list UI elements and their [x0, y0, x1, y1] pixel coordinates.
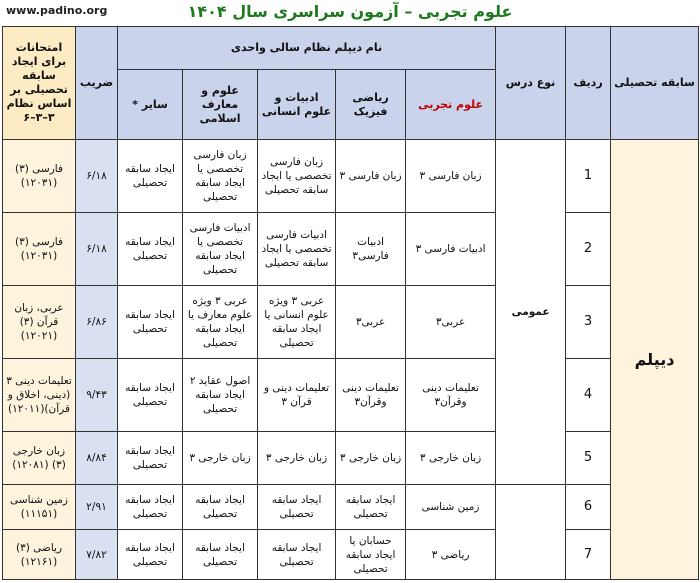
row-number: 7: [566, 530, 611, 580]
row-number: 5: [566, 432, 611, 485]
cell-other: ایجاد سابقه تحصیلی: [118, 140, 183, 213]
header-islamic: علوم و معارف اسلامی: [183, 70, 258, 140]
history-cell: دیپلم: [611, 140, 699, 580]
cell-islamic: زبان فارسی تخصصی یا ایجاد سابقه تحصیلی: [183, 140, 258, 213]
cell-exp: زبان فارسی ۳: [406, 140, 496, 213]
cell-islamic: زبان خارجی ۳: [183, 432, 258, 485]
header-lesson-type: نوع درس: [496, 27, 566, 140]
subjects-table: [2, 26, 699, 580]
cell-human: زبان فارسی تخصصی یا ایجاد سابقه تحصیلی: [258, 140, 336, 213]
cell-exam: تعلیمات دینی ۳ (دینی، اخلاق و قرآن)(۱۲۰۱۱): [3, 359, 76, 432]
row-number: 1: [566, 140, 611, 213]
cell-exp: زمین شناسی: [406, 485, 496, 530]
header-other: سایر *: [118, 70, 183, 140]
cell-human: عربی ۳ ویژه علوم انسانی یا ایجاد سابقه تحصیلی: [258, 286, 336, 359]
cell-exam: عربی، زبان قرآن (۳) (۱۲۰۲۱): [3, 286, 76, 359]
cell-exam: فارسی (۳) (۱۲۰۳۱): [3, 140, 76, 213]
header-math: ریاضی فیزیک: [336, 70, 406, 140]
table-row: [3, 286, 699, 359]
cell-islamic: ایجاد سابقه تحصیلی: [183, 485, 258, 530]
cell-human: زبان خارجی ۳: [258, 432, 336, 485]
cell-human: ادبیات فارسی تخصصی یا ایجاد سابقه تحصیلی: [258, 213, 336, 286]
cell-math: تعلیمات دینی وقرآن۳: [336, 359, 406, 432]
cell-human: ایجاد سابقه تحصیلی: [258, 485, 336, 530]
lesson-type-cell: عمومی: [496, 140, 566, 485]
cell-coef: ۶/۱۸: [76, 140, 118, 213]
cell-coef: ۸/۸۴: [76, 432, 118, 485]
cell-other: ایجاد سابقه تحصیلی: [118, 530, 183, 580]
cell-coef: ۹/۴۳: [76, 359, 118, 432]
cell-islamic: اصول عقاید ۲ ایجاد سابقه تحصیلی: [183, 359, 258, 432]
table-row: [3, 530, 699, 580]
cell-math: زبان فارسی ۳: [336, 140, 406, 213]
header-history: سابقه تحصیلی: [611, 27, 699, 140]
cell-other: ایجاد سابقه تحصیلی: [118, 286, 183, 359]
cell-exp: زبان خارجی ۳: [406, 432, 496, 485]
row-number: 4: [566, 359, 611, 432]
cell-math: عربی۳: [336, 286, 406, 359]
row-number: 2: [566, 213, 611, 286]
table-row: [3, 485, 699, 530]
cell-other: ایجاد سابقه تحصیلی: [118, 359, 183, 432]
cell-math: ادبیات فارسی۳: [336, 213, 406, 286]
cell-exam: زمین شناسی (۱۱۱۵۱): [3, 485, 76, 530]
cell-coef: ۲/۹۱: [76, 485, 118, 530]
cell-math: حسابان یا ایجاد سابقه تحصیلی: [336, 530, 406, 580]
site-url: www.padino.org: [6, 4, 108, 17]
cell-coef: ۶/۸۶: [76, 286, 118, 359]
header-diploma: نام دیپلم نظام سالی واحدی: [118, 27, 496, 70]
cell-human: تعلیمات دینی و قرآن ۳: [258, 359, 336, 432]
cell-islamic: ادبیات فارسی تخصصی یا ایجاد سابقه تحصیلی: [183, 213, 258, 286]
cell-human: ایجاد سابقه تحصیلی: [258, 530, 336, 580]
page-title: علوم تجربی – آزمون سراسری سال ۱۴۰۴: [187, 2, 513, 21]
table-row: [3, 140, 699, 213]
cell-coef: ۷/۸۲: [76, 530, 118, 580]
cell-exam: ریاضی (۳) (۱۲۱۶۱): [3, 530, 76, 580]
row-number: 3: [566, 286, 611, 359]
header-human: ادبیات و علوم انسانی: [258, 70, 336, 140]
cell-islamic: ایجاد سابقه تحصیلی: [183, 530, 258, 580]
header-coef: ضریب: [76, 27, 118, 140]
header-exp: علوم تجربی: [406, 70, 496, 140]
header-row: ردیف: [566, 27, 611, 140]
table-row: [3, 432, 699, 485]
cell-other: ایجاد سابقه تحصیلی: [118, 432, 183, 485]
lesson-type-cell-2: [496, 485, 566, 580]
cell-islamic: عربی ۳ ویژه علوم معارف یا ایجاد سابقه تحصیلی: [183, 286, 258, 359]
cell-other: ایجاد سابقه تحصیلی: [118, 213, 183, 286]
cell-exp: عربی۳: [406, 286, 496, 359]
cell-exp: تعلیمات دینی وقرآن۳: [406, 359, 496, 432]
table-row: [3, 213, 699, 286]
row-number: 6: [566, 485, 611, 530]
cell-exam: زبان خارجی (۳) (۱۲۰۸۱): [3, 432, 76, 485]
cell-math: ایجاد سابقه تحصیلی: [336, 485, 406, 530]
cell-coef: ۶/۱۸: [76, 213, 118, 286]
table-row: [3, 359, 699, 432]
cell-other: ایجاد سابقه تحصیلی: [118, 485, 183, 530]
cell-exp: ریاضی ۳: [406, 530, 496, 580]
cell-math: زبان خارجی ۳: [336, 432, 406, 485]
cell-exam: فارسی (۳) (۱۲۰۳۱): [3, 213, 76, 286]
header-exams: امتحانات برای ایجاد سابقه تحصیلی بر اساس نظام ۳–۳–۶: [3, 27, 76, 140]
cell-exp: ادبیات فارسی ۳: [406, 213, 496, 286]
